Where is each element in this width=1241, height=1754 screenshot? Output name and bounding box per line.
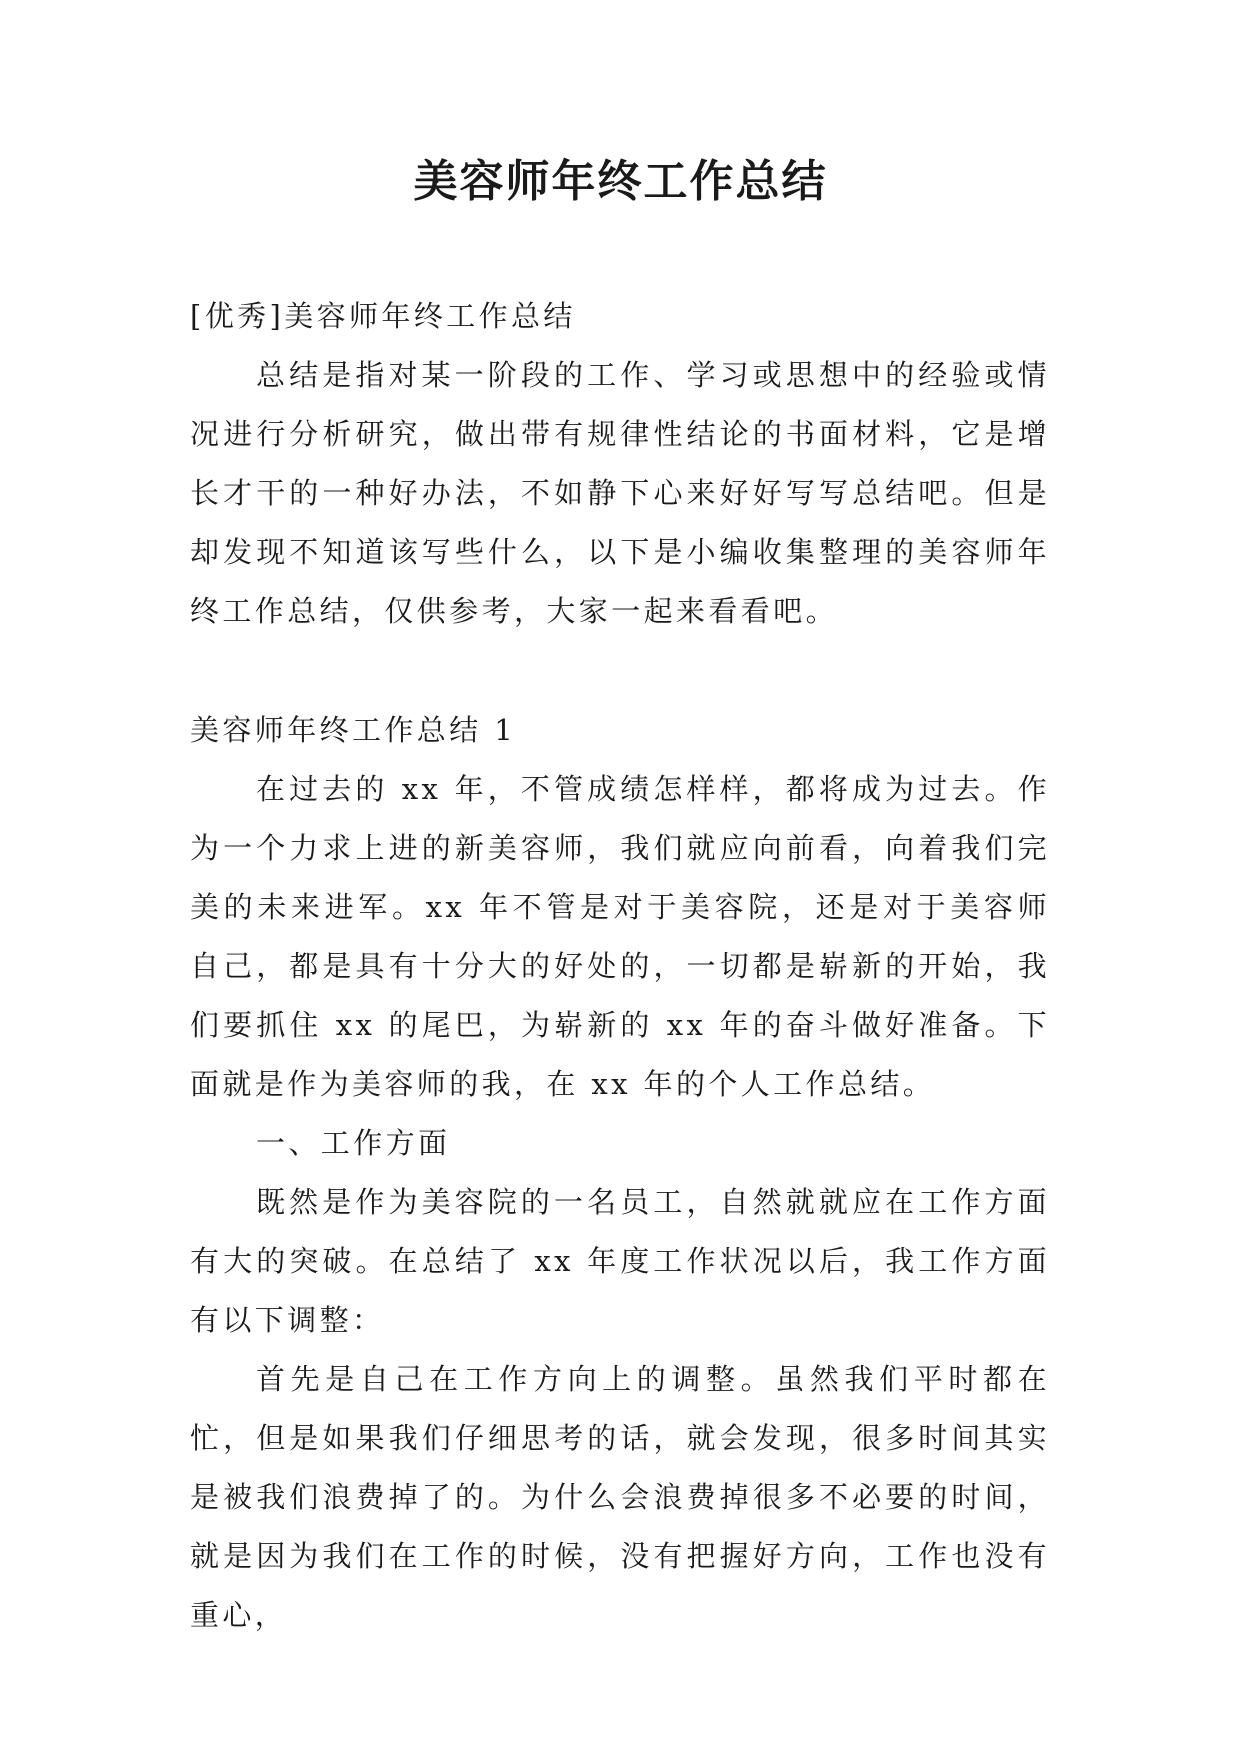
document-body	[190, 287, 1050, 1645]
body-paragraph: 首先是自己在工作方向上的调整。虽然我们平时都在忙，但是如果我们仔细思考的话，就会发现，很多时间其实是被我们浪费掉了的。为什么会浪费掉很多不必要的时间，就是因为我们在工作的时候，没有把握好方向，工作也没有重心，	[190, 1362, 1050, 1632]
sub-heading: 一、工作方面	[256, 1126, 451, 1160]
body-paragraph: 在过去的 xx 年，不管成绩怎样样，都将成为过去。作为一个力求上进的新美容师，我们就应向前看，向着我们完美的未来进军。xx 年不管是对于美容院，还是对于美容师自己，都是具有十分大的好处的，一切都是崭新的开始，我们要抓住 xx 的尾巴，为崭新的 xx 年的奋斗做好准备。下面就是作为美容师的我，在 xx 年的个人工作总结。	[190, 772, 1050, 1101]
document-subtitle: [优秀]美容师年终工作总结	[190, 299, 576, 333]
intro-paragraph: 总结是指对某一阶段的工作、学习或思想中的经验或情况进行分析研究，做出带有规律性结论的书面材料，它是增长才干的一种好办法，不如静下心来好好写写总结吧。但是却发现不知道该写些什么，以下是小编收集整理的美容师年终工作总结，仅供参考，大家一起来看看吧。	[190, 358, 1050, 628]
body-paragraph: 既然是作为美容院的一名员工，自然就就应在工作方面有大的突破。在总结了 xx 年度工作状况以后，我工作方面有以下调整：	[190, 1185, 1050, 1337]
paragraph-gap	[190, 641, 1050, 701]
document-title: 美容师年终工作总结	[413, 156, 828, 207]
section-heading: 美容师年终工作总结 1	[190, 713, 517, 747]
